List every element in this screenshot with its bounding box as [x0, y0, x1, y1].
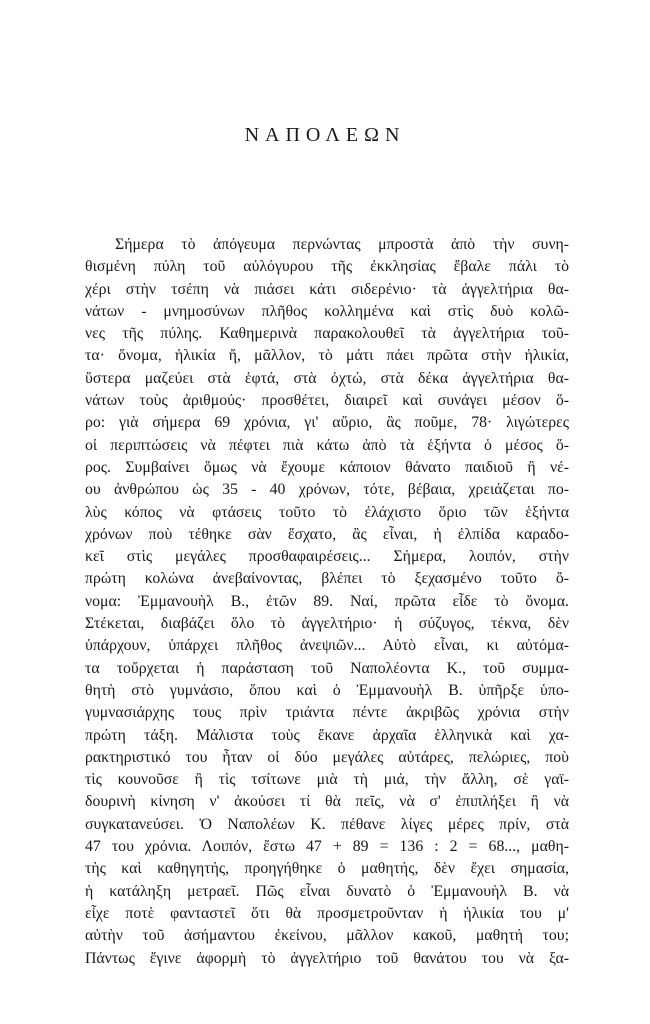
text-line: τα τοὔρχεται ἡ παράσταση τοῦ Ναπολέοντα Κ., τοῦ συμμα- [85, 659, 569, 677]
text-line: ρος. Συμβαίνει ὅμως νὰ ἔχουμε κάποιον θάνατο παιδιοῦ ἢ νέ- [85, 458, 569, 476]
text-line: πρώτη τάξη. Μάλιστα τοὺς ἔκανε ἀρχαῖα ἑλληνικὰ καὶ χα- [85, 726, 569, 744]
text-line: χρόνων ποὺ τέθηκε σὰν ἔσχατο, ἂς εἶναι, ἡ ἐλπίδα καραδο- [85, 525, 569, 543]
text-line: νάτων τοὺς ἀριθμούς· προσθέτει, διαιρεῖ καὶ συνάγει μέσον ὅ- [85, 392, 569, 410]
text-line: νες τῆς πύλης. Καθημερινὰ παρακολουθεῖ τὰ ἀγγελτήρια τοῦ- [85, 325, 569, 343]
text-line: τὴς καὶ καθηγητής, προηγήθηκε ὁ μαθητής, δὲν ἔχει σημασία, [85, 860, 569, 878]
text-line: κεῖ στὶς μεγάλες προσθαφαιρέσεις... Σήμερα, λοιπόν, στὴν [85, 548, 569, 566]
text-line: ου ἀνθρώπου ὡς 35 - 40 χρόνων, τότε, βέβαια, χρειάζεται πο- [85, 481, 569, 499]
body-text [85, 234, 569, 970]
text-line: Πάντως ἔγινε ἀφορμὴ τὸ ἀγγελτήριο τοῦ θανάτου του νὰ ξα- [85, 949, 569, 967]
text-line: πρώτη κολώνα ἀνεβαίνοντας, βλέπει τὸ ξεχασμένο τοῦτο ὄ- [85, 570, 569, 588]
text-line: νομα: Ἐμμανουὴλ Β., ἐτῶν 89. Ναί, πρῶτα εἶδε τὸ ὄνομα. [85, 592, 569, 610]
text-line: συγκατανεύσει. Ὁ Ναπολέων Κ. πέθανε λίγες μέρες πρίν, στὰ [85, 815, 569, 833]
text-line: χέρι στὴν τσέπη νὰ πιάσει κάτι σιδερένιο· τὰ ἀγγελτήρια θα- [85, 280, 569, 298]
text-line: ὑπάρχουν, ὑπάρχει πλῆθος ἀνεψιῶν... Αὐτὸ εἶναι, κι αὐτόμα- [85, 637, 569, 655]
text-line: εἶχε ποτὲ φανταστεῖ ὅτι θὰ προσμετροῦνταν ἡ ἡλικία του μ' [85, 904, 569, 922]
text-line: λὺς κόπος νὰ φτάσεις τοῦτο τὸ ἐλάχιστο ὅριο τῶν ἑξήντα [85, 503, 569, 521]
text-line: ρακτηριστικό του ἦταν οἱ δύο μεγάλες αὐτάρες, πελώριες, ποὺ [85, 748, 569, 766]
text-line: θητὴ στὸ γυμνάσιο, ὅπου καὶ ὁ Ἐμμανουὴλ Β. ὑπῆρξε ὑπο- [85, 681, 569, 699]
text-line: τα· ὄνομα, ἡλικία ἤ, μᾶλλον, τὸ μάτι πάει πρῶτα στὴν ἡλικία, [85, 347, 569, 365]
text-line: νάτων - μνημοσύνων πλῆθος κολλημένα καὶ στὶς δυὸ κολῶ- [85, 302, 569, 320]
text-line: 47 του χρόνια. Λοιπόν, ἔστω 47 + 89 = 136 : 2 = 68..., μαθη- [85, 838, 569, 856]
text-line: οἱ περιπτώσεις νὰ πέφτει πιὰ κάτω ἀπὸ τὰ ἑξήντα ὁ μέσος ὅ- [85, 436, 569, 454]
text-line: ἡ κατάληξη μετραεῖ. Πῶς εἶναι δυνατὸ ὁ Ἐμμανουὴλ Β. νὰ [85, 882, 569, 900]
text-line: Σήμερα τὸ ἀπόγευμα περνώντας μπροστὰ ἀπὸ τὴν συνη- [115, 236, 569, 253]
text-line: ρο: γιὰ σήμερα 69 χρόνια, γι' αὔριο, ἂς ποῦμε, 78· λιγώτερες [85, 414, 569, 432]
chapter-title: ΝΑΠΟΛΕΩΝ [244, 124, 406, 146]
text-line: ὕστερα μαζεύει στὰ ἑφτά, στὰ ὀχτώ, στὰ δέκα ἀγγελτήρια θα- [85, 369, 569, 387]
text-line: γυμνασιάρχης τους πρὶν τριάντα πέντε ἀκριβῶς χρόνια στὴν [85, 704, 569, 722]
text-line: αὐτὴν τοῦ ἀσήμαντου ἐκείνου, μᾶλλον κακοῦ, μαθητή του; [85, 927, 569, 945]
text-line: δουρινὴ κίνηση ν' ἀκούσει τί θὰ πεῖς, νὰ σ' ἐπιπλήξει ἢ νὰ [85, 793, 569, 811]
text-line: τὶς κουνοῦσε ἢ τὶς τσίτωνε μιὰ τὴ μιά, τὴν ἄλλη, σὲ γαϊ- [85, 771, 569, 789]
text-line: θισμένη πύλη τοῦ αὐλόγυρου τῆς ἐκκλησίας ἔβαλε πάλι τὸ [85, 258, 569, 276]
text-line: Στέκεται, διαβάζει ὅλο τὸ ἀγγελτήριο· ἡ σύζυγος, τέκνα, δὲν [85, 615, 569, 633]
